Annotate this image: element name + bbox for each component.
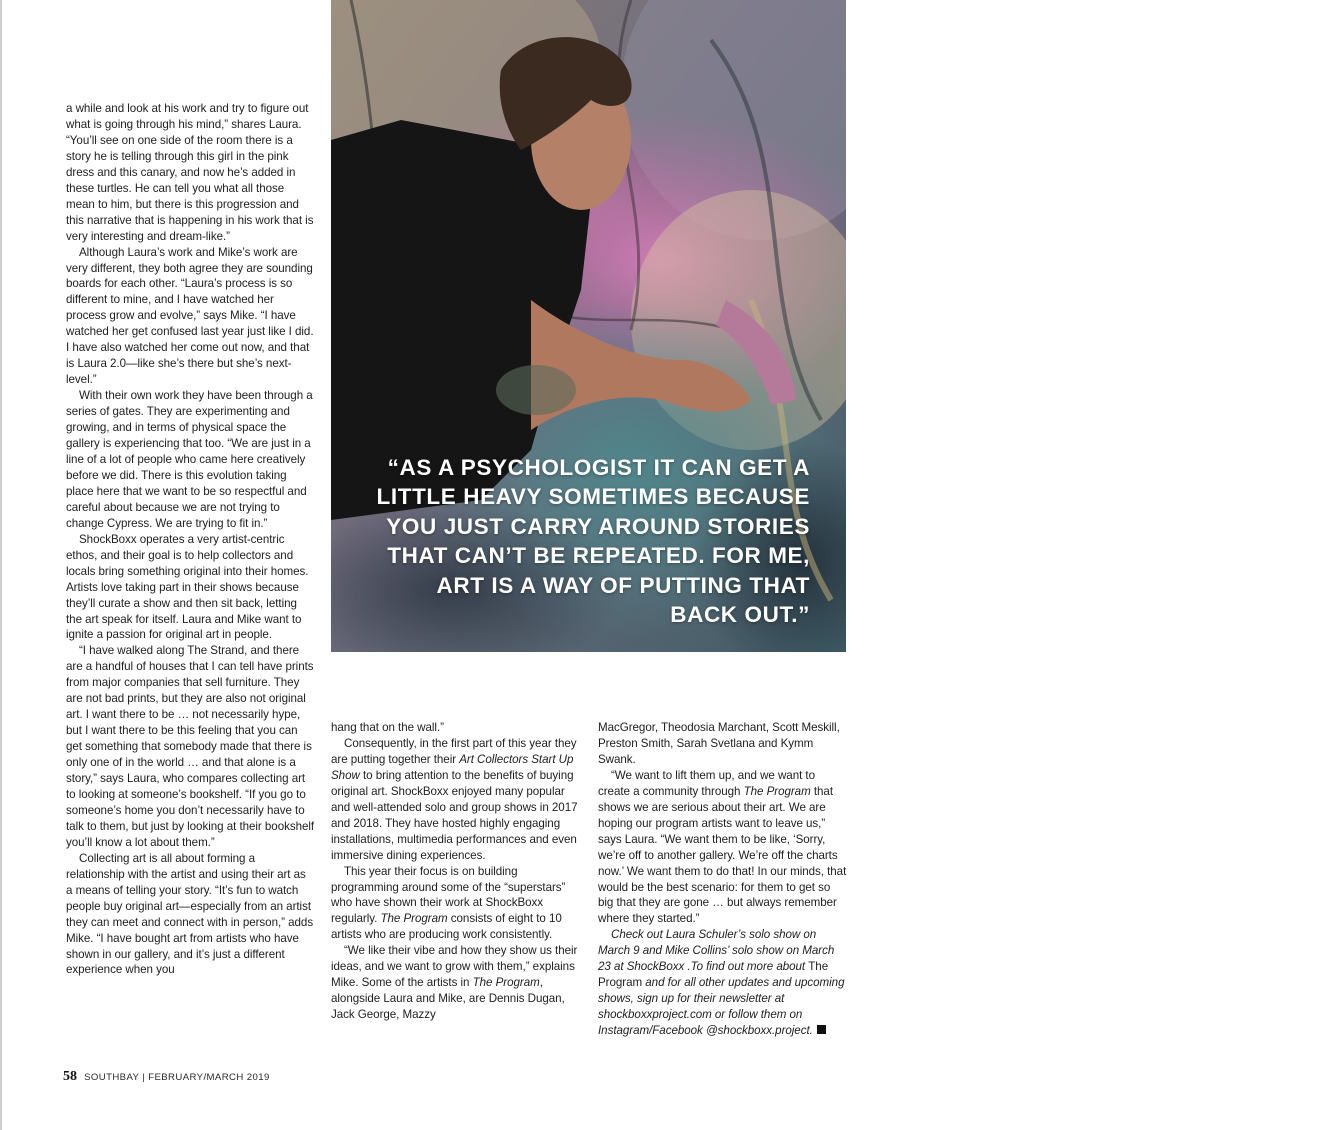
pull-quote: “AS A PSYCHOLOGIST IT CAN GET A LITTLE HEAVY SOMETIMES BECAUSE YOU JUST CARRY AROUND STORIES THAT CAN’T BE REPEATED. FOR ME, ART IS A WAY OF PUTTING THAT BACK OUT.” <box>376 455 810 628</box>
paragraph: Collecting art is all about forming a relationship with the artist and using their art as a means of telling your story. “It’s fun to watch people buy original art—especially from an artist they can meet and connect with in person,” adds Mike. “I have bought art from artists who have shown in our gallery, and it’s just a different experience when you <box>66 851 314 977</box>
end-of-article-mark <box>817 1025 826 1034</box>
paragraph: “I have walked along The Strand, and there are a handful of houses that I can tell have prints from major companies that sell furniture. They are not bad prints, but they are also not original art. I want there to be … not necessarily hype, but I want there to be this feeling that you can get something that somebody made that there is only one of in the world … and that alone is a story,” says Laura, who compares collecting art to looking at someone’s bookshelf. “If you go to someone’s home you don’t necessarily have to talk to them, but just by looking at their bookshelf you’ll know a lot about them.” <box>66 644 315 849</box>
paragraph: MacGregor, Theodosia Marchant, Scott Meskill, Preston Smith, Sarah Svetlana and Kymm Swank. <box>598 721 840 766</box>
paragraph: Check out Laura Schuler’s solo show on March 9 and Mike Collins’ solo show on March 23 at ShockBoxx .To find out more about The Program and for all other updates and upcoming shows, sign up for their newsletter at shockboxxproject.com or follow them on Instagram/Facebook @shockboxx.project. <box>598 928 845 1038</box>
paragraph: With their own work they have been through a series of gates. They are experimenting and growing, and in terms of physical space the gallery is experiencing that too. “We are just in a line of a lot of people who came here creatively before we did. There is this evolution taking place here that we want to be so respectful and careful about because we are not trying to change Cypress. We are trying to fit in.” <box>66 389 313 530</box>
paragraph: “We want to lift them up, and we want to create a community through The Program that shows we are serious about their art. We are hoping our program artists want to leave us,” says Laura. “We want them to be like, ‘Sorry, we’re off to another gallery. We’re off the charts now.’ We want them to do that! In our minds, that would be the best scenario: for them to get so big that they are gone … but always remember where they started.” <box>598 768 847 926</box>
paragraph: hang that on the wall.” <box>331 721 444 734</box>
paragraph: ShockBoxx operates a very artist-centric ethos, and their goal is to help collectors and locals bring something original into their homes. Artists love taking part in their shows because they’ll curate a show and then sit back, letting the art speak for itself. Laura and Mike want to ignite a passion for original art in people. <box>66 532 309 642</box>
article-column-3 <box>598 720 848 1039</box>
article-column-2 <box>331 720 579 1023</box>
paragraph: Although Laura’s work and Mike’s work are very different, they both agree they are sounding boards for each other. “Laura’s process is so different to mine, and I have watched her process grow and evolve,” says Mike. “I have watched her get confused last year just like I did. I have also watched her come out now, and that is Laura 2.0—like she’s there but she’s next-level.” <box>66 245 314 387</box>
page-footer <box>63 1069 270 1085</box>
paragraph: “We like their vibe and how they show us their ideas, and we want to grow with them,” explains Mike. Some of the artists in The Program, alongside Laura and Mike, are Dennis Dugan, Jack George, Mazzy <box>331 944 578 1022</box>
paragraph: a while and look at his work and try to figure out what is going through his mind,” shares Laura. “You’ll see on one side of the room there is a story he is telling through this girl in the pink dress and this canary, and now he’s added in these turtles. He can tell you what all those mean to him, but there is this progression and this narrative that is happening in his work that is very interesting and dream-like.” <box>66 102 314 243</box>
paragraph: This year their focus is on building programming around some of the “superstars” who have shown their work at ShockBoxx regularly. The Program consists of eight to 10 artists who are producing work consistently. <box>331 864 566 942</box>
article-column-1 <box>66 101 315 978</box>
page-number: 58 <box>63 1069 77 1084</box>
paragraph: Consequently, in the first part of this year they are putting together their Art Collectors Start Up Show to bring attention to the benefits of buying original art. ShockBoxx enjoyed many popular and well-attended solo and group shows in 2017 and 2018. They have hosted highly engaging installations, multimedia performances and even immersive dining experiences. <box>331 736 578 862</box>
publication-line: SOUTHBAY | FEBRUARY/MARCH 2019 <box>84 1072 270 1083</box>
page-edge-rule <box>0 0 2 1130</box>
artist-painting-photo <box>331 0 846 652</box>
